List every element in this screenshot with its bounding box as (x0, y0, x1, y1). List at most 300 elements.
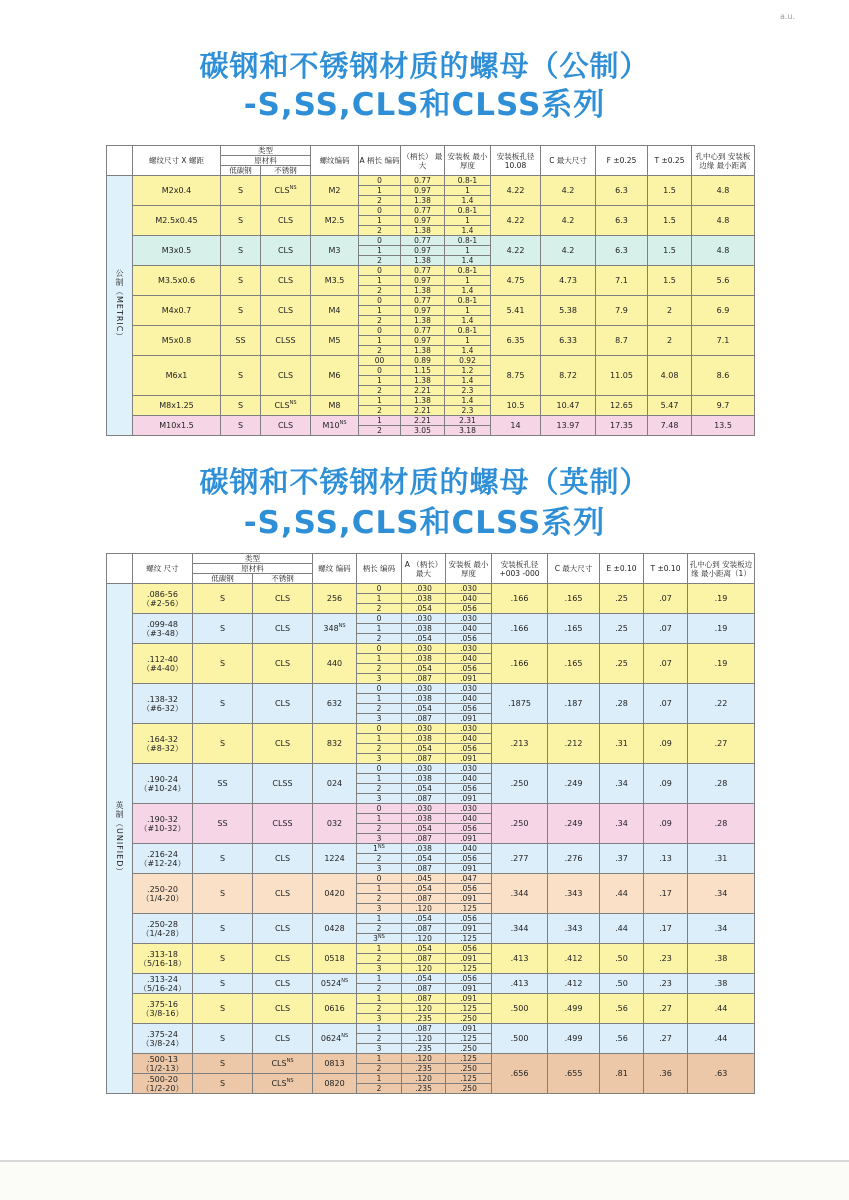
carbon-type-cell: S (193, 614, 253, 644)
a-max-cell: 0.97 (401, 336, 445, 346)
e-cell: .56 (600, 994, 644, 1024)
min-thickness-cell: 1.4 (445, 196, 491, 206)
edge-cell: 13.5 (692, 416, 755, 436)
a-max-cell: .120 (402, 1074, 446, 1084)
size-line-1: .375-24 (147, 1029, 178, 1039)
t-cell: 2 (648, 296, 692, 326)
t-cell: 5.47 (648, 396, 692, 416)
header-size: 螺纹尺寸 X 螺距 (133, 146, 221, 176)
min-thickness-cell: .125 (446, 1004, 492, 1014)
a-max-cell: .087 (402, 1024, 446, 1034)
hole-cell: 14 (491, 416, 541, 436)
header-type: 类型 (221, 146, 311, 156)
min-thickness-cell: .125 (446, 934, 492, 944)
carbon-type-cell: S (193, 1074, 253, 1094)
thread-code-cell: M3.5 (311, 266, 359, 296)
size-line-2: （1/4-28） (141, 928, 184, 938)
c-cell: 13.97 (541, 416, 596, 436)
carbon-type-cell: S (221, 266, 261, 296)
a-max-cell: .087 (402, 924, 446, 934)
a-max-cell: .038 (402, 734, 446, 744)
size-line-2: （#6-32） (142, 703, 183, 713)
header-size: 螺纹 尺寸 (133, 554, 193, 584)
size-cell (133, 944, 193, 974)
edge-cell: 4.8 (692, 176, 755, 206)
a-code-cell: 3 (357, 674, 402, 684)
a-code-cell: 1 (359, 306, 401, 316)
c-cell: .499 (548, 1024, 600, 1054)
a-code-cell: 0 (357, 764, 402, 774)
a-max-cell: .120 (402, 964, 446, 974)
carbon-type-cell: S (193, 844, 253, 874)
c-cell: 8.72 (541, 356, 596, 396)
table-row (107, 1054, 755, 1064)
a-code-cell: 1 (357, 1024, 402, 1034)
edge-cell: .19 (688, 644, 755, 684)
min-thickness-cell: .091 (446, 834, 492, 844)
e-cell: .50 (600, 974, 644, 994)
header-e: E ±0.10 (600, 554, 644, 584)
t-cell: .23 (644, 974, 688, 994)
min-thickness-cell: .040 (446, 654, 492, 664)
carbon-type-cell: S (193, 724, 253, 764)
size-line-2: （1/2-13） (141, 1063, 184, 1073)
a-code-cell: 2 (357, 664, 402, 674)
a-code-cell: 00 (359, 356, 401, 366)
c-cell: 4.2 (541, 206, 596, 236)
c-cell: .412 (548, 974, 600, 994)
a-code-cell: 2 (359, 256, 401, 266)
min-thickness-cell: .091 (446, 674, 492, 684)
t-cell: 1.5 (648, 236, 692, 266)
header-c: C 最大尺寸 (548, 554, 600, 584)
a-code-cell: 2 (357, 854, 402, 864)
a-max-cell: .054 (402, 824, 446, 834)
min-thickness-cell: 1.4 (445, 226, 491, 236)
a-code-cell: 0 (359, 326, 401, 336)
c-cell: 4.2 (541, 176, 596, 206)
min-thickness-cell: 0.8-1 (445, 266, 491, 276)
size-cell: M10x1.5 (133, 416, 221, 436)
f-cell: 12.65 (596, 396, 648, 416)
header-thread-code: 螺纹编码 (311, 146, 359, 176)
a-code-cell: 0 (359, 266, 401, 276)
min-thickness-cell: 1.4 (445, 256, 491, 266)
a-code-cell: 2 (359, 386, 401, 396)
a-max-cell: 3.05 (401, 426, 445, 436)
size-cell: M3x0.5 (133, 236, 221, 266)
a-code-cell: 1 (359, 276, 401, 286)
header-min-thickness: 安装板 最小厚度 (445, 146, 491, 176)
size-line-1: .250-20 (147, 884, 178, 894)
c-cell: .499 (548, 994, 600, 1024)
size-line-2: （5/16-24） (138, 983, 187, 993)
f-cell: 11.05 (596, 356, 648, 396)
carbon-type-cell: S (193, 1054, 253, 1074)
a-max-cell: .054 (402, 704, 446, 714)
c-cell: .655 (548, 1054, 600, 1094)
a-max-cell: 1.38 (401, 376, 445, 386)
a-max-cell: 1.15 (401, 366, 445, 376)
a-code-cell: 2 (357, 604, 402, 614)
size-cell (133, 874, 193, 914)
stainless-type-cell: CLSS (253, 764, 313, 804)
a-code-cell: 2 (357, 1004, 402, 1014)
size-line-1: .500-20 (147, 1074, 178, 1084)
size-line-1: .112-40 (147, 654, 178, 664)
a-code-cell: 3 (357, 864, 402, 874)
min-thickness-cell: 1.4 (445, 286, 491, 296)
a-code-cell: 1 (357, 694, 402, 704)
ns-mark: NS (289, 185, 297, 191)
a-code-cell: 0 (359, 366, 401, 376)
e-cell: .25 (600, 644, 644, 684)
min-thickness-cell: 0.92 (445, 356, 491, 366)
edge-cell: .63 (688, 1054, 755, 1094)
table-row (107, 584, 755, 594)
min-thickness-cell: .091 (446, 984, 492, 994)
hole-cell: 4.22 (491, 206, 541, 236)
a-max-cell: .235 (402, 1044, 446, 1054)
carbon-type-cell: S (193, 944, 253, 974)
thread-code-cell: 0813 (313, 1054, 357, 1074)
a-code-cell: 1 (359, 376, 401, 386)
min-thickness-cell: .040 (446, 694, 492, 704)
min-thickness-cell: .091 (446, 714, 492, 724)
carbon-type-cell: S (193, 1024, 253, 1054)
a-max-cell: .235 (402, 1064, 446, 1074)
a-max-cell: .030 (402, 614, 446, 624)
a-max-cell: .045 (402, 874, 446, 884)
table-row (107, 914, 755, 924)
a-max-cell: .030 (402, 644, 446, 654)
a-code-cell: 2 (359, 426, 401, 436)
thread-code-cell: 440 (313, 644, 357, 684)
a-max-cell: .087 (402, 674, 446, 684)
header-material: 原材料 (193, 564, 313, 574)
a-max-cell: 0.97 (401, 276, 445, 286)
a-max-cell: .120 (402, 1034, 446, 1044)
carbon-type-cell: S (221, 296, 261, 326)
size-line-1: .500-13 (147, 1054, 178, 1064)
edge-cell: .38 (688, 944, 755, 974)
thread-code-cell: 0820 (313, 1074, 357, 1094)
min-thickness-cell: 2.3 (445, 406, 491, 416)
min-thickness-cell: 1 (445, 306, 491, 316)
carbon-type-cell: S (193, 974, 253, 994)
size-line-2: （1/2-20） (141, 1083, 184, 1093)
t-cell: 1.5 (648, 266, 692, 296)
a-code-cell: 2 (357, 894, 402, 904)
stainless-type-cell: $CLS^{NS}$ (253, 1074, 313, 1094)
table-row (107, 804, 755, 814)
a-max-cell: .087 (402, 894, 446, 904)
stainless-type-cell: CLS (253, 994, 313, 1024)
e-cell: .34 (600, 804, 644, 844)
a-code-cell: 0 (357, 684, 402, 694)
edge-cell: 9.7 (692, 396, 755, 416)
a-max-cell: .054 (402, 974, 446, 984)
hole-cell: 5.41 (491, 296, 541, 326)
a-code-cell: 2 (357, 704, 402, 714)
e-cell: .44 (600, 874, 644, 914)
table-row (107, 684, 755, 694)
min-thickness-cell: 1 (445, 336, 491, 346)
table-row (107, 396, 755, 406)
size-line-2: （#8-32） (142, 743, 183, 753)
metric-spec-table (106, 145, 755, 436)
min-thickness-cell: .125 (446, 1074, 492, 1084)
min-thickness-cell: .030 (446, 614, 492, 624)
thread-code-cell: 0428 (313, 914, 357, 944)
size-line-1: .313-18 (147, 949, 178, 959)
f-cell: 8.7 (596, 326, 648, 356)
size-cell: M5x0.8 (133, 326, 221, 356)
min-thickness-cell: 1.4 (445, 346, 491, 356)
thread-code-cell: M2.5 (311, 206, 359, 236)
size-line-1: .375-16 (147, 999, 178, 1009)
a-max-cell: .054 (402, 664, 446, 674)
a-max-cell: .120 (402, 1054, 446, 1064)
edge-cell: .28 (688, 764, 755, 804)
min-thickness-cell: .056 (446, 634, 492, 644)
c-cell: .165 (548, 584, 600, 614)
a-max-cell: .030 (402, 804, 446, 814)
e-cell: .25 (600, 584, 644, 614)
ns-mark: NS (341, 1033, 349, 1039)
a-max-cell: .054 (402, 914, 446, 924)
size-cell (133, 974, 193, 994)
a-max-cell: .054 (402, 854, 446, 864)
stainless-type-cell: $CLS^{NS}$ (253, 1054, 313, 1074)
t-cell: .07 (644, 584, 688, 614)
header-edge: 孔中心到 安装板边缘 最小距离 (692, 146, 755, 176)
side-header-blank (107, 146, 133, 176)
c-cell: .165 (548, 614, 600, 644)
edge-cell: .44 (688, 1024, 755, 1054)
f-cell: 6.3 (596, 176, 648, 206)
a-max-cell: .038 (402, 594, 446, 604)
f-cell: 6.3 (596, 206, 648, 236)
table-row (107, 326, 755, 336)
t-cell: .09 (644, 724, 688, 764)
table-row (107, 236, 755, 246)
size-cell: M3.5x0.6 (133, 266, 221, 296)
table-row (107, 644, 755, 654)
c-cell: 6.33 (541, 326, 596, 356)
edge-cell: .34 (688, 914, 755, 944)
size-line-1: .190-24 (147, 774, 178, 784)
stainless-type-cell: CLS (261, 416, 311, 436)
t-cell: .07 (644, 644, 688, 684)
size-line-1: .086-56 (147, 589, 178, 599)
hole-cell: .277 (492, 844, 548, 874)
a-code-cell: 2 (357, 1064, 402, 1074)
a-max-cell: 0.97 (401, 216, 445, 226)
ns-mark: NS (338, 623, 346, 629)
a-max-cell: 2.21 (401, 406, 445, 416)
size-cell (133, 1054, 193, 1074)
table-row (107, 724, 755, 734)
thread-code-cell: M6 (311, 356, 359, 396)
min-thickness-cell: .040 (446, 814, 492, 824)
a-max-cell: 0.77 (401, 296, 445, 306)
min-thickness-cell: .056 (446, 704, 492, 714)
header-t: T ±0.25 (648, 146, 692, 176)
a-max-cell: .054 (402, 604, 446, 614)
a-code-cell: $1^{NS}$ (357, 844, 402, 854)
min-thickness-cell: .030 (446, 764, 492, 774)
min-thickness-cell: .125 (446, 964, 492, 974)
size-cell: M6x1 (133, 356, 221, 396)
min-thickness-cell: .030 (446, 644, 492, 654)
thread-code-cell: 632 (313, 684, 357, 724)
e-cell: .44 (600, 914, 644, 944)
size-cell: M2.5x0.45 (133, 206, 221, 236)
edge-cell: 4.8 (692, 236, 755, 266)
header-edge: 孔中心到 安装板边缘 最小距离（1） (688, 554, 755, 584)
stainless-type-cell: CLS (261, 236, 311, 266)
min-thickness-cell: .125 (446, 1054, 492, 1064)
edge-cell: 8.6 (692, 356, 755, 396)
min-thickness-cell: 2.31 (445, 416, 491, 426)
min-thickness-cell: .056 (446, 784, 492, 794)
hole-cell: .250 (492, 804, 548, 844)
stainless-type-cell: CLS (253, 974, 313, 994)
min-thickness-cell: .030 (446, 724, 492, 734)
e-cell: .31 (600, 724, 644, 764)
min-thickness-cell: .250 (446, 1064, 492, 1074)
a-max-cell: .120 (402, 934, 446, 944)
a-max-cell: 0.77 (401, 176, 445, 186)
header-hole: 安装板孔径 10.08 (491, 146, 541, 176)
stainless-type-cell: $CLS^{NS}$ (261, 176, 311, 206)
min-thickness-cell: .040 (446, 624, 492, 634)
corner-mark: a.u. (779, 12, 795, 21)
edge-cell: .19 (688, 614, 755, 644)
e-cell: .34 (600, 764, 644, 804)
a-max-cell: 2.21 (401, 386, 445, 396)
a-code-cell: 1 (359, 336, 401, 346)
c-cell: .187 (548, 684, 600, 724)
a-code-cell: 1 (357, 1074, 402, 1084)
hole-cell: 4.22 (491, 176, 541, 206)
thread-code-cell: 832 (313, 724, 357, 764)
table-row (107, 944, 755, 954)
a-code-cell: 2 (357, 984, 402, 994)
size-line-2: （#10-24） (139, 783, 186, 793)
size-cell (133, 644, 193, 684)
a-code-cell: 1 (359, 216, 401, 226)
min-thickness-cell: 3.18 (445, 426, 491, 436)
a-code-cell: 2 (357, 954, 402, 964)
stainless-type-cell: CLS (261, 206, 311, 236)
table-row (107, 416, 755, 426)
ns-mark: NS (289, 400, 297, 406)
carbon-type-cell: S (221, 206, 261, 236)
a-max-cell: 0.97 (401, 186, 445, 196)
min-thickness-cell: .250 (446, 1014, 492, 1024)
size-line-1: .313-24 (147, 974, 178, 984)
a-max-cell: 1.38 (401, 316, 445, 326)
c-cell: .212 (548, 724, 600, 764)
a-max-cell: 0.77 (401, 206, 445, 216)
a-max-cell: .030 (402, 584, 446, 594)
carbon-type-cell: S (221, 236, 261, 266)
table-row (107, 614, 755, 624)
c-cell: .343 (548, 914, 600, 944)
min-thickness-cell: .047 (446, 874, 492, 884)
size-line-2: （#3-48） (142, 628, 183, 638)
t-cell: 2 (648, 326, 692, 356)
edge-cell: 5.6 (692, 266, 755, 296)
size-cell (133, 614, 193, 644)
a-max-cell: .087 (402, 754, 446, 764)
section-side-label: 英制（UNIFIED） (107, 584, 133, 1094)
a-max-cell: .038 (402, 774, 446, 784)
min-thickness-cell: .040 (446, 594, 492, 604)
min-thickness-cell: 1 (445, 246, 491, 256)
min-thickness-cell: .091 (446, 894, 492, 904)
side-header-blank (107, 554, 133, 584)
stainless-type-cell: CLS (253, 584, 313, 614)
carbon-type-cell: SS (193, 764, 253, 804)
a-max-cell: .087 (402, 984, 446, 994)
a-max-cell: 1.38 (401, 226, 445, 236)
hole-cell: 10.5 (491, 396, 541, 416)
edge-cell: 7.1 (692, 326, 755, 356)
stainless-type-cell: CLS (253, 844, 313, 874)
min-thickness-cell: .040 (446, 734, 492, 744)
min-thickness-cell: 1 (445, 216, 491, 226)
table-row (107, 176, 755, 186)
size-line-1: .250-28 (147, 919, 178, 929)
a-max-cell: .087 (402, 994, 446, 1004)
min-thickness-cell: .250 (446, 1044, 492, 1054)
unified-title: 碳钢和不锈钢材质的螺母（英制） (199, 465, 650, 499)
size-line-2: （#4-40） (142, 663, 183, 673)
unified-spec-table (106, 553, 755, 1094)
thread-code-cell: 0420 (313, 874, 357, 914)
t-cell: 1.5 (648, 206, 692, 236)
thread-code-cell: 256 (313, 584, 357, 614)
a-code-cell: 3 (357, 904, 402, 914)
min-thickness-cell: 1 (445, 276, 491, 286)
a-max-cell: .235 (402, 1014, 446, 1024)
a-max-cell: 0.77 (401, 236, 445, 246)
e-cell: .50 (600, 944, 644, 974)
a-code-cell: 1 (359, 186, 401, 196)
table-row (107, 356, 755, 366)
min-thickness-cell: .091 (446, 864, 492, 874)
hole-cell: .656 (492, 1054, 548, 1094)
a-code-cell: 2 (357, 1034, 402, 1044)
c-cell: .165 (548, 644, 600, 684)
t-cell: .09 (644, 804, 688, 844)
f-cell: 7.1 (596, 266, 648, 296)
a-max-cell: 0.97 (401, 246, 445, 256)
a-code-cell: 0 (359, 206, 401, 216)
a-max-cell: .054 (402, 944, 446, 954)
size-cell (133, 914, 193, 944)
header-min-thickness: 安装板 最小厚度 (446, 554, 492, 584)
size-cell: M8x1.25 (133, 396, 221, 416)
thread-code-cell: 032 (313, 804, 357, 844)
min-thickness-cell: .091 (446, 954, 492, 964)
stainless-type-cell: CLS (253, 684, 313, 724)
stainless-type-cell: CLS (253, 724, 313, 764)
thread-code-cell: M5 (311, 326, 359, 356)
